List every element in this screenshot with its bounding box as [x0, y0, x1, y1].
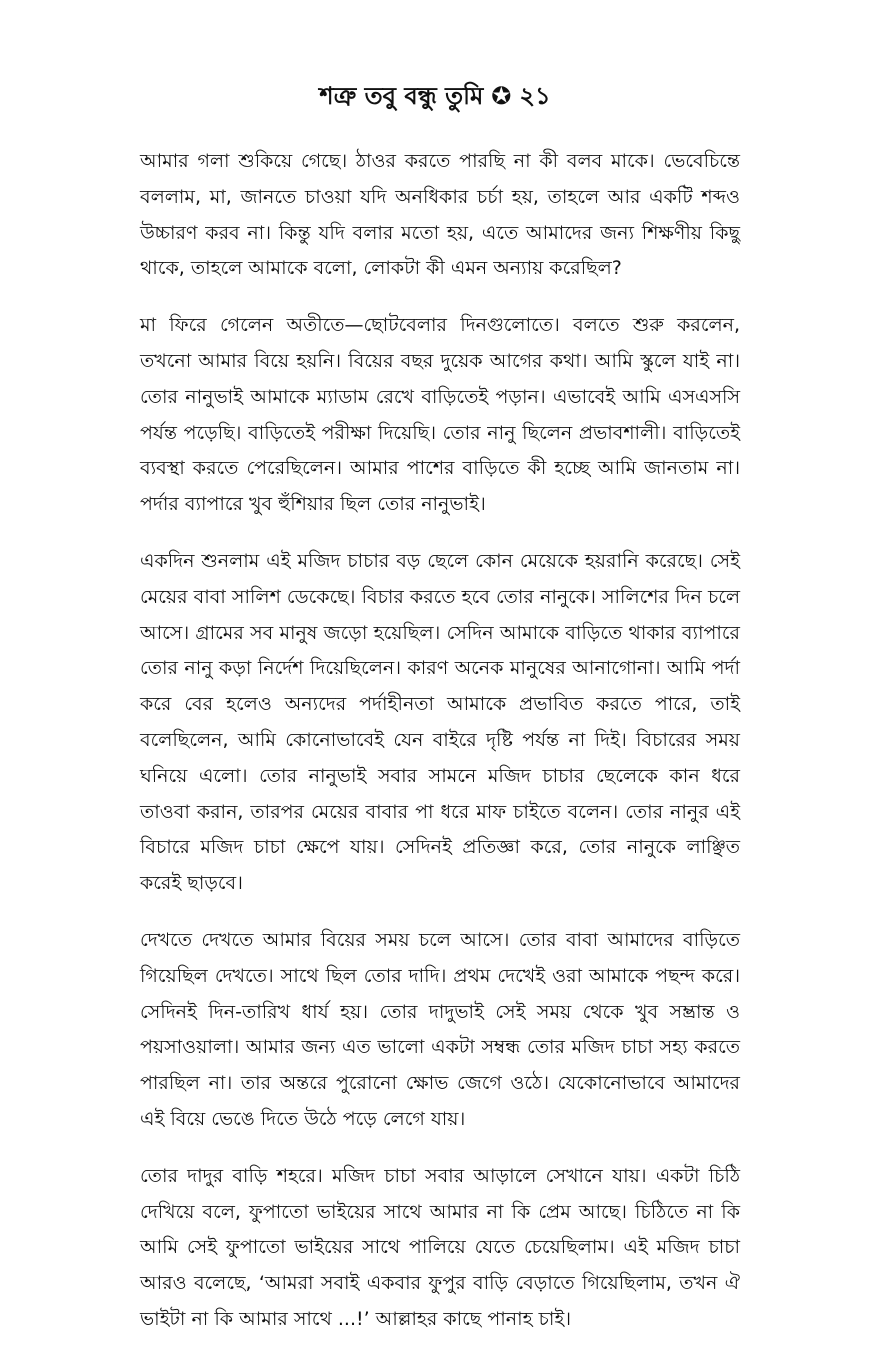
running-header	[0, 80, 870, 112]
body-text	[140, 144, 740, 1359]
book-title: শত্রু তবু বন্ধু তুমি	[319, 82, 484, 110]
paragraph: আমার গলা শুকিয়ে গেছে। ঠাওর করতে পারছি না কী বলব মাকে। ভেবেচিন্তে বললাম, মা, জানতে চাওয়া যদি অনধিকার চর্চা হয়, তাহলে আর একটি শব্দও উচ্চারণ করব না। কিন্তু যদি বলার মতো হয়, এতে আমাদের জন্য শিক্ষণীয় কিছু থাকে, তাহলে আমাকে বলো, লোকটা কী এমন অন্যায় করেছিল?	[140, 150, 740, 280]
paragraph: একদিন শুনলাম এই মজিদ চাচার বড় ছেলে কোন মেয়েকে হয়রানি করেছে। সেই মেয়ের বাবা সালিশ ডেকেছে। বিচার করতে হবে তোর নানুকে। সালিশের দিন চলে আসে। গ্রামের সব মানুষ জড়ো হয়েছিল। সেদিন আমাকে বাড়িতে থাকার ব্যাপারে তোর নানু কড়া নির্দেশ দিয়েছিলেন। কারণ অনেক মানুষের আনাগোনা। আমি পর্দা করে বের হলেও অন্যদের পর্দাহীনতা আমাকে প্রভাবিত করতে পারে, তাই বলেছিলেন, আমি কোনোভাবেই যেন বাইরে দৃষ্টি পর্যন্ত না দিই। বিচারের সময় ঘনিয়ে এলো। তোর নানুভাই সবার সামনে মজিদ চাচার ছেলেকে কান ধরে তাওবা করান, তারপর মেয়ের বাবার পা ধরে মাফ চাইতে বলেন। তোর নানুর এই বিচারে মজিদ চাচা ক্ষেপে যায়। সেদিনই প্রতিজ্ঞা করে, তোর নানুকে লাঞ্ছিত করেই ছাড়বে।	[140, 549, 740, 895]
paragraph: দেখতে দেখতে আমার বিয়ের সময় চলে আসে। তোর বাবা আমাদের বাড়িতে গিয়েছিল দেখতে। সাথে ছিল তোর দাদি। প্রথম দেখেই ওরা আমাকে পছন্দ করে। সেদিনই দিন-তারিখ ধার্য হয়। তোর দাদুভাই সেই সময় থেকে খুব সম্ভ্রান্ত ও পয়সাওয়ালা। আমার জন্য এত ভালো একটা সম্বন্ধ তোর মজিদ চাচা সহ্য করতে পারছিল না। তার অন্তরে পুরোনো ক্ষোভ জেগে ওঠে। যেকোনোভাবে আমাদের এই বিয়ে ভেঙে দিতে উঠে পড়ে লেগে যায়।	[140, 928, 740, 1130]
paragraph: তোর দাদুর বাড়ি শহরে। মজিদ চাচা সবার আড়ালে সেখানে যায়। একটা চিঠি দেখিয়ে বলে, ফুপাতো ভাইয়ের সাথে আমার না কি প্রেম আছে। চিঠিতে না কি আমি সেই ফুপাতো ভাইয়ের সাথে পালিয়ে যেতে চেয়েছিলাম। এই মজিদ চাচা আরও বলেছে, ‘আমরা সবাই একবার ফুপুর বাড়ি বেড়াতে গিয়েছিলাম, তখন ঐ ভাইটা না কি আমার সাথে ...!’ আল্লাহর কাছে পানাহ চাই।	[140, 1164, 740, 1330]
header-separator-icon: ✪	[491, 82, 512, 110]
paragraph: মা ফিরে গেলেন অতীতে—ছোটবেলার দিনগুলোতে। বলতে শুরু করলেন, তখনো আমার বিয়ে হয়নি। বিয়ের বছর দুয়েক আগের কথা। আমি স্কুলে যাই না। তোর নানুভাই আমাকে ম্যাডাম রেখে বাড়িতেই পড়ান। এভাবেই আমি এসএসসি পর্যন্ত পড়েছি। বাড়িতেই পরীক্ষা দিয়েছি। তোর নানু ছিলেন প্রভাবশালী। বাড়িতেই ব্যবস্থা করতে পেরেছিলেন। আমার পাশের বাড়িতে কী হচ্ছে আমি জানতাম না। পর্দার ব্যাপারে খুব হুঁশিয়ার ছিল তোর নানুভাই।	[140, 314, 740, 516]
page-number: ২১	[519, 82, 551, 110]
